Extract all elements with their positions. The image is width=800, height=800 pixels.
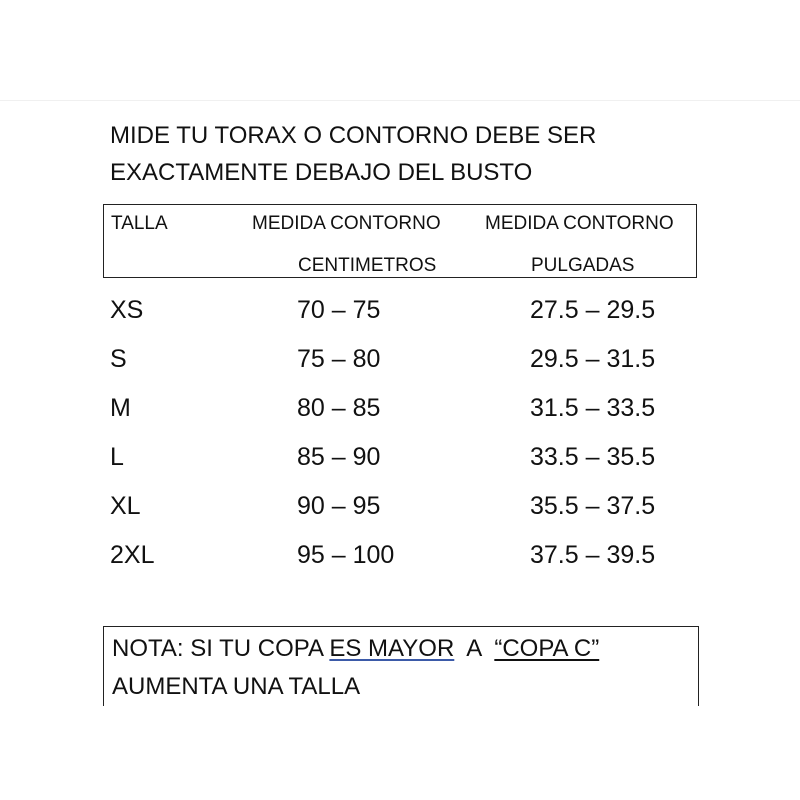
title-line-2: EXACTAMENTE DEBAJO DEL BUSTO <box>110 159 533 186</box>
top-divider <box>0 100 800 101</box>
note-middle: A <box>454 635 495 662</box>
cm-cell: 85 – 90 <box>297 443 381 471</box>
table-header <box>103 204 697 278</box>
inches-cell: 31.5 – 33.5 <box>530 394 656 422</box>
inches-cell: 37.5 – 39.5 <box>530 541 656 569</box>
note-underlined-copa-c: “COPA C” <box>494 635 600 662</box>
size-cell: 2XL <box>110 541 155 569</box>
inches-cell: 33.5 – 35.5 <box>530 443 656 471</box>
size-cell: L <box>110 443 124 471</box>
size-cell: XL <box>110 492 141 520</box>
size-cell: XS <box>110 296 144 324</box>
note-line-2: AUMENTA UNA TALLA <box>112 673 361 700</box>
note-box <box>103 626 699 706</box>
size-cell: M <box>110 394 131 422</box>
inches-cell: 35.5 – 37.5 <box>530 492 656 520</box>
title-line-1: MIDE TU TORAX O CONTORNO DEBE SER <box>110 122 597 149</box>
inches-cell: 27.5 – 29.5 <box>530 296 656 324</box>
header-size: TALLA <box>111 213 168 234</box>
note-prefix: NOTA: SI TU COPA <box>112 635 330 662</box>
inches-cell: 29.5 – 31.5 <box>530 345 656 373</box>
header-in-line2: PULGADAS <box>531 255 635 276</box>
cm-cell: 75 – 80 <box>297 345 381 373</box>
note-underlined-es-mayor: ES MAYOR <box>329 635 455 662</box>
cm-cell: 95 – 100 <box>297 541 395 569</box>
header-cm-line2: CENTIMETROS <box>298 255 437 276</box>
cm-cell: 80 – 85 <box>297 394 381 422</box>
cm-cell: 70 – 75 <box>297 296 381 324</box>
size-cell: S <box>110 345 127 373</box>
cm-cell: 90 – 95 <box>297 492 381 520</box>
header-cm-line1: MEDIDA CONTORNO <box>252 213 441 234</box>
header-in-line1: MEDIDA CONTORNO <box>485 213 674 234</box>
note-line-1 <box>112 637 599 661</box>
